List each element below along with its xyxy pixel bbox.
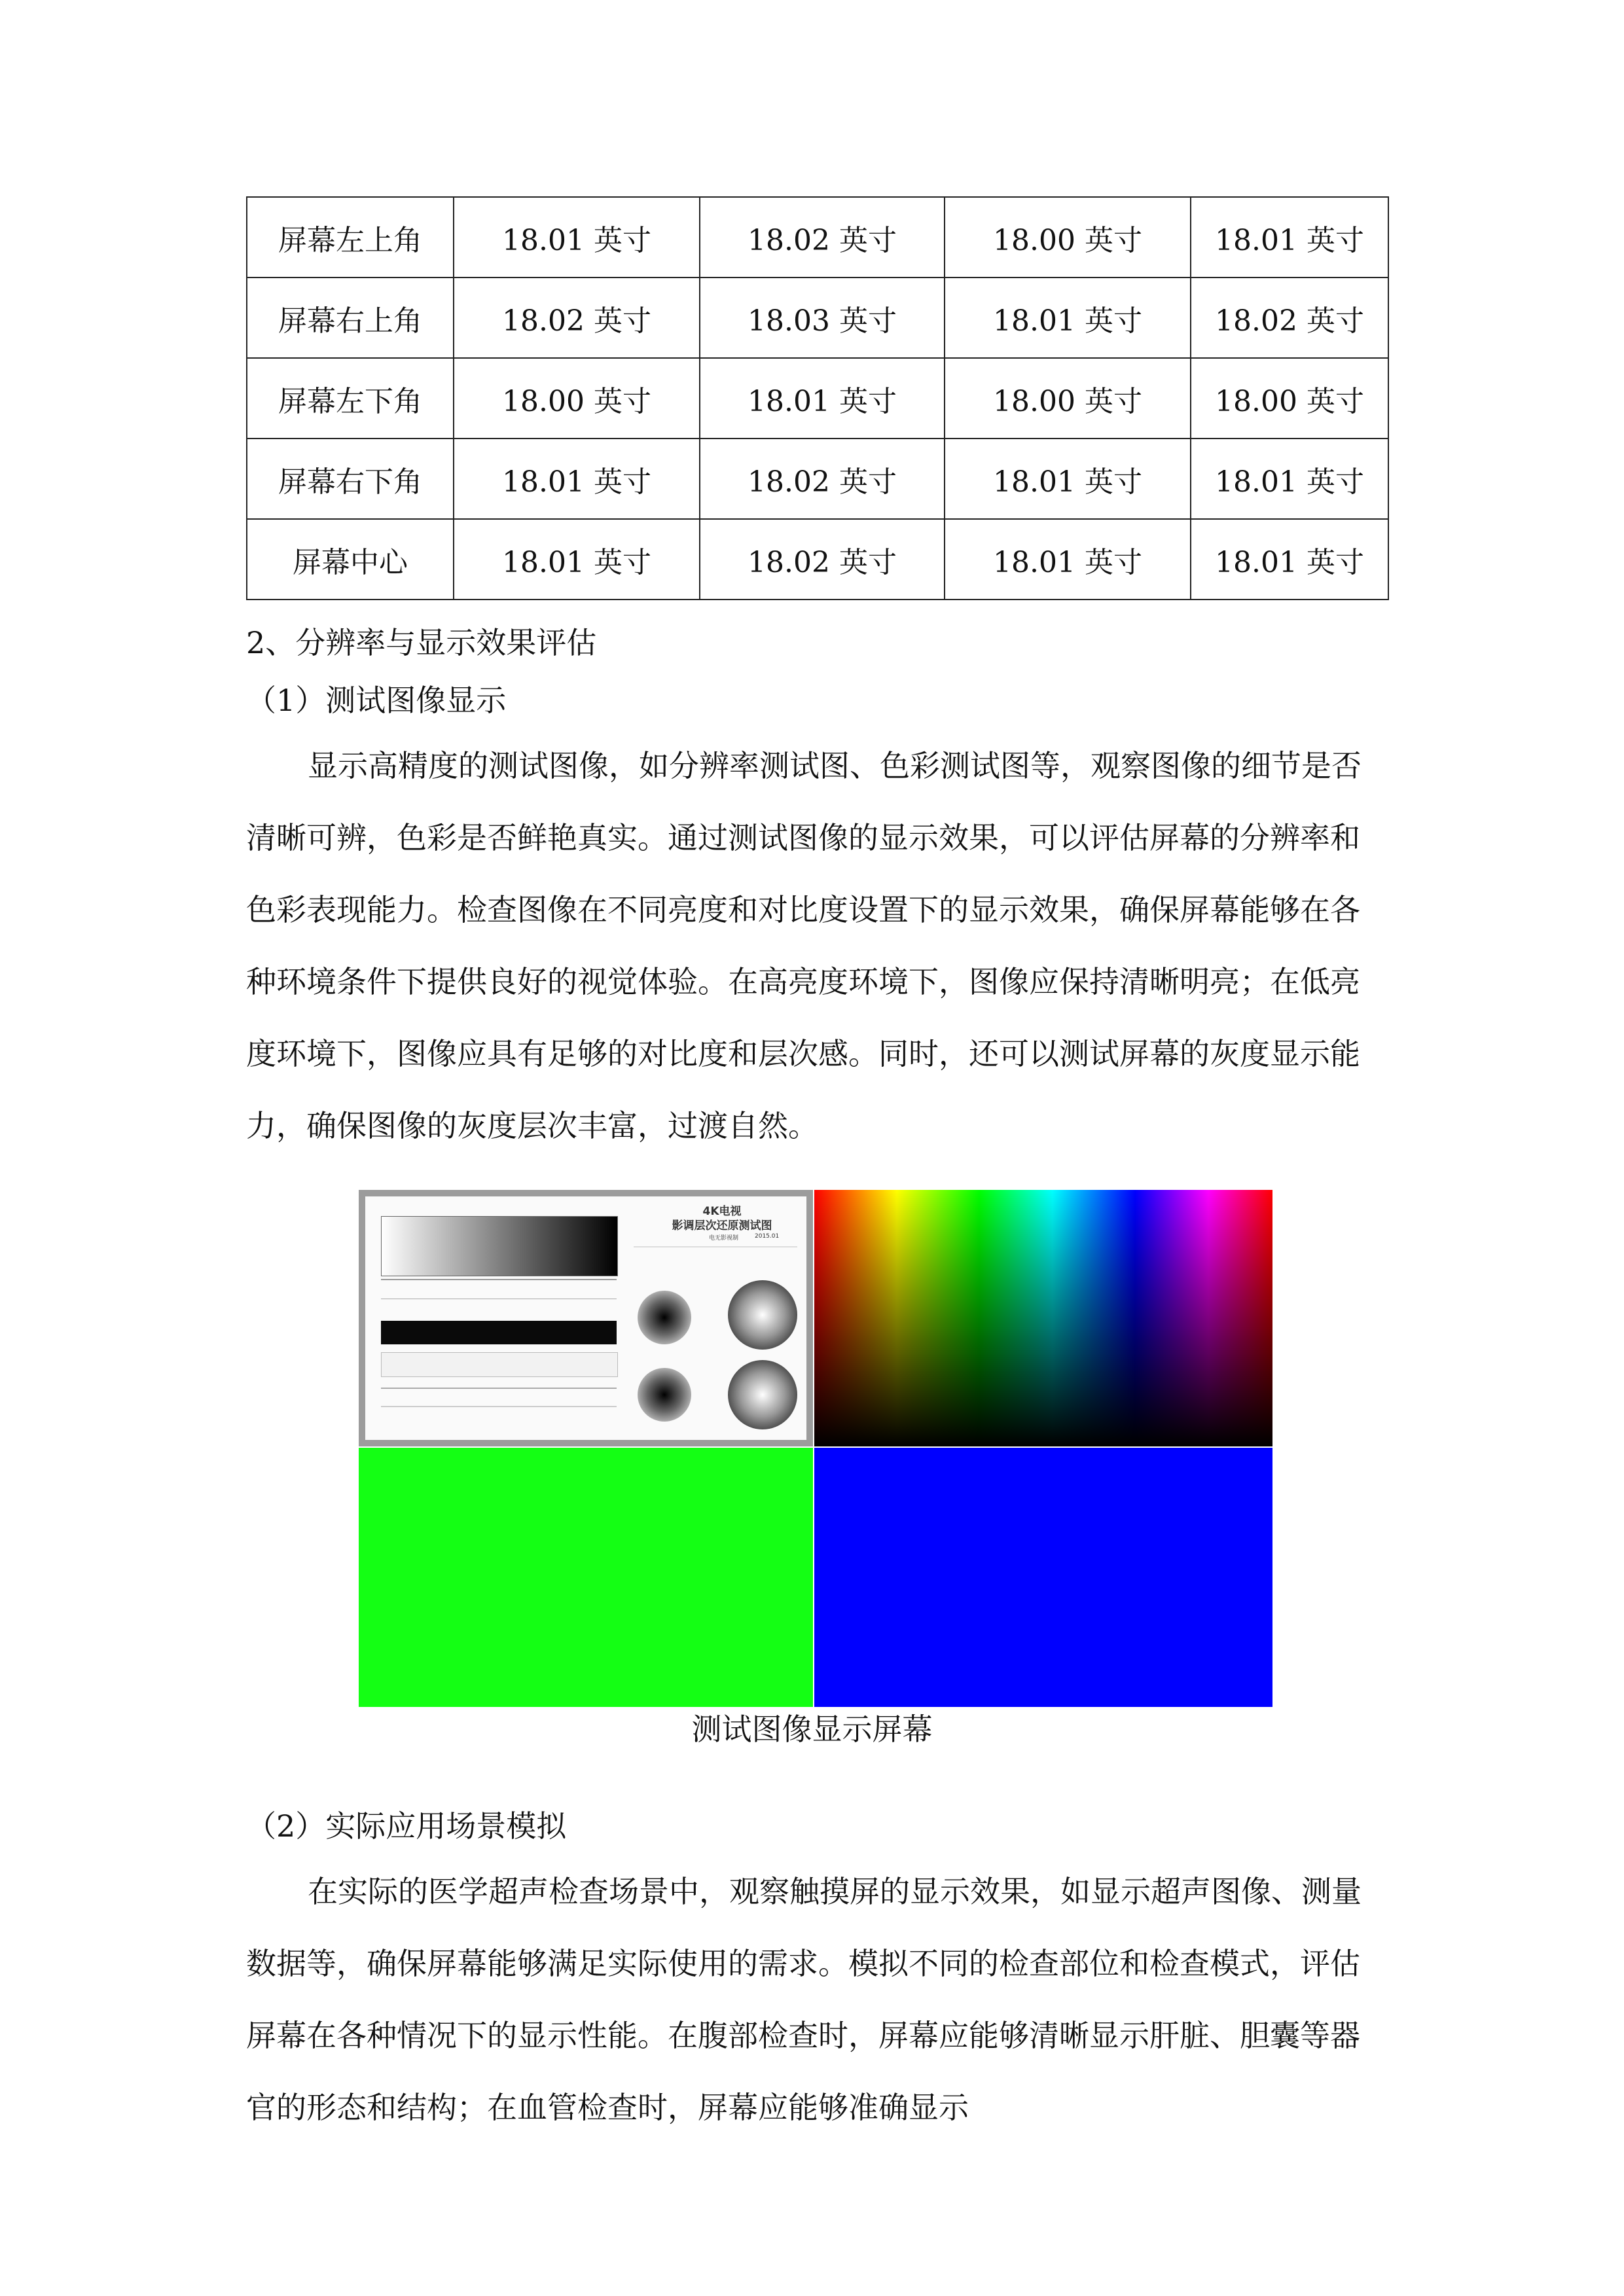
figure-caption: 测试图像显示屏幕 bbox=[691, 1712, 933, 1747]
black-step-bar bbox=[381, 1321, 617, 1344]
section-heading: 2、分辨率与显示效果评估 bbox=[246, 625, 597, 660]
row-label-cell: 屏幕中心 bbox=[247, 519, 454, 600]
value-cell: 18.02 英寸 bbox=[700, 519, 945, 600]
measurement-table bbox=[246, 196, 1389, 600]
row-label-cell: 屏幕左下角 bbox=[247, 358, 454, 439]
value-cell: 18.01 英寸 bbox=[945, 439, 1191, 519]
radial-target-small-top bbox=[638, 1291, 691, 1344]
value-cell: 18.00 英寸 bbox=[945, 197, 1191, 278]
row-label-cell: 屏幕右上角 bbox=[247, 278, 454, 358]
row-label-cell: 屏幕右下角 bbox=[247, 439, 454, 519]
divider bbox=[381, 1388, 617, 1389]
grayscale-gradient-bar bbox=[381, 1216, 618, 1276]
value-cell: 18.02 英寸 bbox=[700, 439, 945, 519]
paragraph-test-image: 显示高精度的测试图像，如分辨率测试图、色彩测试图等，观察图像的细节是否清晰可辨，色彩是否鲜艳真实。通过测试图像的显示效果，可以评估屏幕的分辨率和色彩表现能力。检查图像在不同亮度和对比度设置下的显示效果，确保屏幕能够在各种环境条件下提供良好的视觉体验。在高亮度环境下，图像应保持清晰明亮；在低亮度环境下，图像应具有足够的对比度和层次感。同时，还可以测试屏幕的灰度显示能力，确保图像的灰度层次丰富，过渡自然。 bbox=[246, 748, 1362, 1143]
value-cell: 18.01 英寸 bbox=[1191, 439, 1388, 519]
table-row bbox=[247, 358, 1388, 439]
value-cell: 18.01 英寸 bbox=[1191, 519, 1388, 600]
value-cell: 18.01 英寸 bbox=[700, 358, 945, 439]
value-cell: 18.00 英寸 bbox=[945, 358, 1191, 439]
test-chart-panel bbox=[365, 1196, 806, 1440]
radial-target-large-bottom bbox=[728, 1360, 797, 1429]
chart-title: 4K电视 bbox=[702, 1205, 742, 1218]
divider bbox=[381, 1279, 617, 1280]
paragraph-scenario: 在实际的医学超声检查场景中，观察触摸屏的显示效果，如显示超声图像、测量数据等，确保屏幕能够满足实际使用的需求。模拟不同的检查部位和检查模式，评估屏幕在各种情况下的显示性能。在腹部检查时，屏幕应能够清晰显示肝脏、胆囊等器官的形态和结构；在血管检查时，屏幕应能够准确显示 bbox=[246, 1874, 1362, 2125]
value-cell: 18.00 英寸 bbox=[454, 358, 700, 439]
subsection-heading-scenario: （2）实际应用场景模拟 bbox=[246, 1808, 567, 1844]
test-image-figure bbox=[359, 1190, 1272, 1707]
table-row bbox=[247, 519, 1388, 600]
radial-target-large-top bbox=[728, 1280, 797, 1350]
chart-date: 2015.01 bbox=[755, 1233, 780, 1240]
radial-target-small-bottom bbox=[638, 1368, 691, 1422]
subsection-heading-test-image: （1）测试图像显示 bbox=[246, 683, 507, 718]
value-cell: 18.01 英寸 bbox=[945, 519, 1191, 600]
value-cell: 18.02 英寸 bbox=[1191, 278, 1388, 358]
value-cell: 18.01 英寸 bbox=[454, 439, 700, 519]
value-cell: 18.00 英寸 bbox=[1191, 358, 1388, 439]
value-cell: 18.01 英寸 bbox=[454, 519, 700, 600]
chart-author: 电无影视制 bbox=[709, 1235, 739, 1242]
color-spectrum-panel bbox=[814, 1190, 1272, 1446]
chart-subtitle: 影调层次还原测试图 bbox=[672, 1219, 772, 1232]
table-row bbox=[247, 439, 1388, 519]
value-cell: 18.02 英寸 bbox=[700, 197, 945, 278]
table-row bbox=[247, 278, 1388, 358]
grayscale-test-chart bbox=[359, 1190, 813, 1446]
value-cell: 18.01 英寸 bbox=[1191, 197, 1388, 278]
value-cell: 18.03 英寸 bbox=[700, 278, 945, 358]
white-step-bar bbox=[381, 1352, 618, 1377]
value-cell: 18.01 英寸 bbox=[454, 197, 700, 278]
divider bbox=[634, 1246, 797, 1247]
value-cell: 18.01 英寸 bbox=[945, 278, 1191, 358]
value-cell: 18.02 英寸 bbox=[454, 278, 700, 358]
row-label-cell: 屏幕左上角 bbox=[247, 197, 454, 278]
divider bbox=[381, 1406, 617, 1407]
green-panel bbox=[359, 1448, 813, 1707]
blue-panel bbox=[814, 1448, 1272, 1707]
table-row bbox=[247, 197, 1388, 278]
measurement-table-body bbox=[247, 197, 1388, 600]
